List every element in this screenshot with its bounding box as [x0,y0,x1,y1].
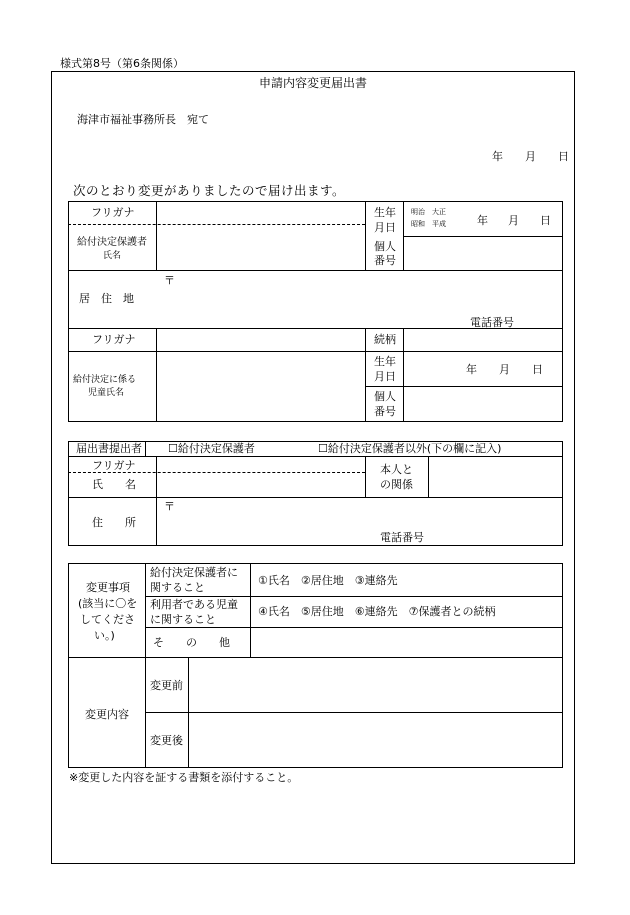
guardian-eras-1: 明治 大正 [411,208,446,216]
submitter-furigana-label: フリガナ [92,459,136,472]
guardian-furigana-label: フリガナ [91,206,135,219]
submitter-name-field[interactable] [157,457,364,497]
date-day: 日 [558,150,569,163]
change-child-label-2: に関すること [150,613,216,626]
child-furigana-field[interactable] [157,329,364,351]
guardian-birth-label-2: 月日 [374,221,396,234]
change-before-field[interactable] [189,658,562,712]
child-birth-month: 月 [499,363,510,376]
submitter-option-other[interactable]: ☐給付決定保護者以外(下の欄に記入) [318,442,502,455]
submitter-phone-label: 電話番号 [380,531,424,544]
child-id-label-1: 個人 [374,390,396,403]
intro-text: 次のとおり変更がありましたので届け出ます。 [73,183,346,198]
child-birth-label-1: 生年 [374,355,396,368]
change-guardian-label-1: 給付決定保護者に [150,566,238,579]
change-items-label-2: (該当に〇を [78,597,138,610]
submitter-label: 届出書提出者 [76,442,142,455]
change-guardian-options[interactable]: ①氏名 ②居住地 ③連絡先 [258,574,398,587]
change-other-field[interactable] [251,628,562,657]
form-title: 申請内容変更届出書 [259,76,368,90]
child-relation-field[interactable] [404,329,562,351]
child-name-label-2: 児童氏名 [88,388,125,398]
change-child-options[interactable]: ④氏名 ⑤居住地 ⑥連絡先 ⑦保護者との続柄 [258,605,496,618]
guardian-birth-day: 日 [540,214,551,227]
child-id-field[interactable] [404,387,562,421]
guardian-name-label-1: 給付決定保護者 [77,237,147,248]
submitter-relation-label-1: 本人と [380,463,413,476]
submitter-option-guardian[interactable]: ☐給付決定保護者 [168,442,255,455]
date-year: 年 [492,150,503,163]
submitter-relation-label-2: の関係 [380,478,413,491]
date-month: 月 [525,150,536,163]
child-birth-label-2: 月日 [374,370,396,383]
submitter-name-label: 氏 名 [92,478,136,491]
change-items-label-1: 変更事項 [86,581,130,594]
guardian-furigana-field[interactable] [156,202,364,223]
guardian-postal-mark: 〒 [164,274,175,287]
child-furigana-label: フリガナ [92,333,136,346]
child-birth-day: 日 [532,363,543,376]
change-content-label: 変更内容 [85,708,129,721]
guardian-phone-label: 電話番号 [470,316,514,329]
change-items-label-4: い。) [94,629,115,642]
guardian-name-field[interactable] [157,225,364,269]
change-before-label: 変更前 [150,679,183,692]
change-child-label-1: 利用者である児童 [150,598,238,611]
guardian-name-label-2: 氏名 [103,251,122,261]
guardian-birth-month: 月 [508,214,519,227]
guardian-birth-year: 年 [477,214,488,227]
child-birth-year: 年 [466,363,477,376]
submitter-relation-field[interactable] [429,457,562,497]
submitter-postal-mark: 〒 [164,500,175,513]
child-relation-label: 続柄 [374,333,396,346]
change-after-label: 変更後 [150,734,183,747]
child-id-label-2: 番号 [374,405,396,418]
addressee: 海津市福祉事務所長 宛て [77,113,209,126]
change-after-field[interactable] [189,713,562,767]
change-other-label: そ の 他 [153,636,230,649]
change-guardian-label-2: 関すること [150,581,205,594]
guardian-id-label-2: 番号 [374,254,396,267]
guardian-address-label: 居 住 地 [79,292,134,305]
submitter-address-field[interactable] [157,498,562,545]
guardian-id-field[interactable] [404,237,562,270]
change-items-label-3: してくださ [80,613,135,626]
guardian-id-label-1: 個人 [374,240,396,253]
submitter-address-label: 住 所 [92,516,136,529]
child-name-label-1: 給付決定に係る [73,375,137,385]
child-name-field[interactable] [157,352,364,421]
form-number: 様式第8号（第6条関係） [60,57,184,70]
guardian-birth-label-1: 生年 [374,206,396,219]
guardian-eras-2: 昭和 平成 [411,220,446,228]
attachment-note: ※変更した内容を証する書類を添付すること。 [69,771,299,784]
